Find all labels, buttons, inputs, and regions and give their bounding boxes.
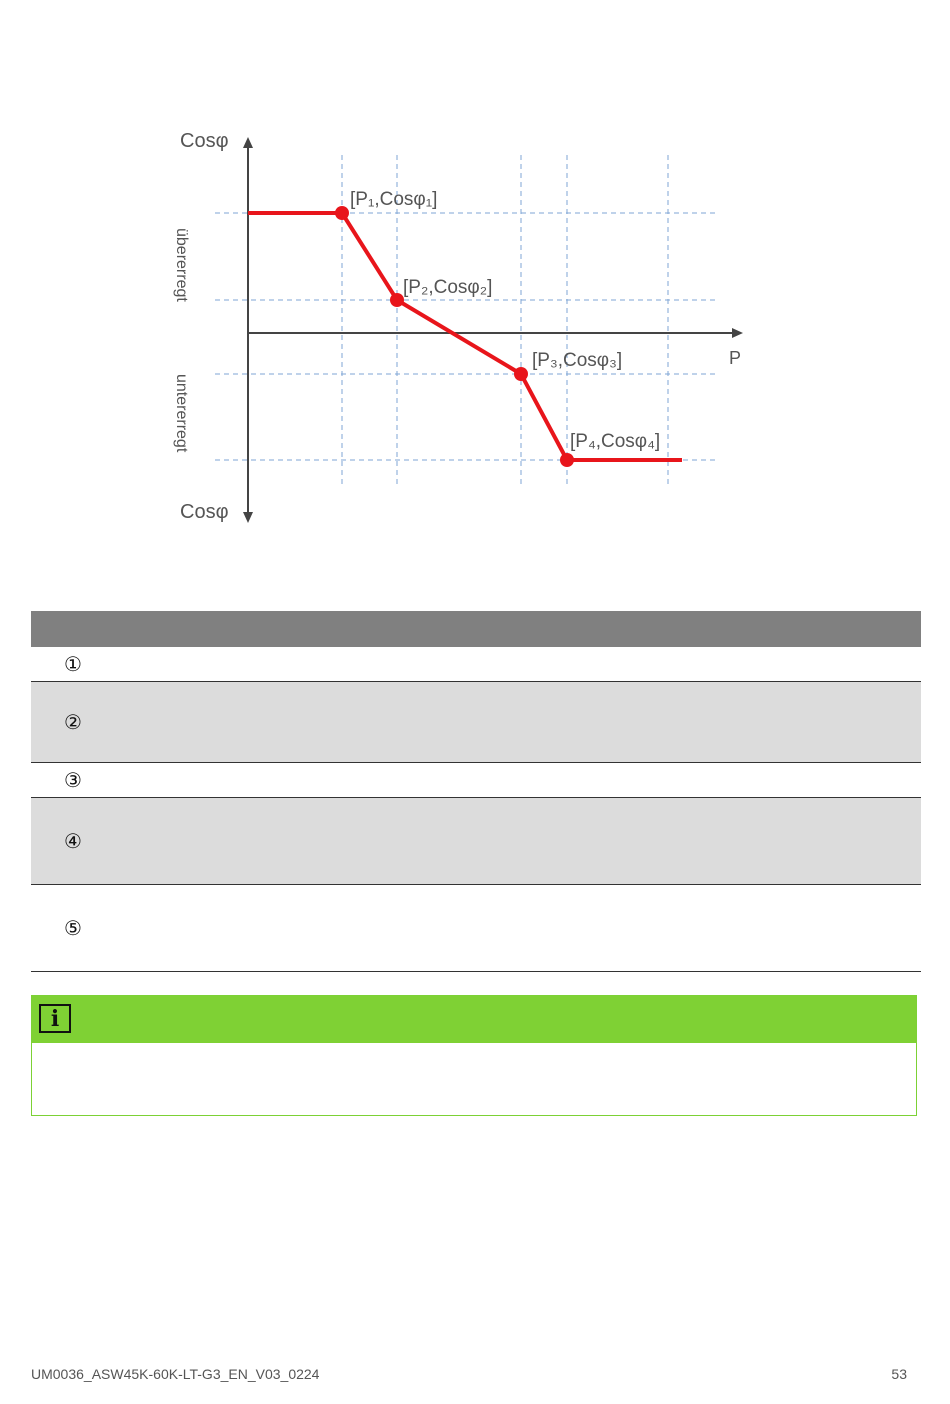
row-number: ① [64,652,82,676]
curve-point-1 [335,206,349,220]
y-axis-bottom-label: Cosφ [180,501,229,523]
row-number: ③ [64,768,82,792]
table-row [31,885,921,972]
table-row [31,647,921,682]
table-cell [115,798,315,884]
footer-doc-id: UM0036_ASW45K-60K-LT-G3_EN_V03_0224 [31,1366,320,1382]
row-number: ⑤ [64,916,82,940]
info-note [31,995,917,1116]
table-row [31,682,921,763]
lower-region-label: untererregt [173,374,190,453]
table-cell [115,763,315,797]
table-row [31,798,921,885]
point-label-2: [P₂,Cosφ₂] [403,277,493,298]
y-axis-top-label: Cosφ [180,130,229,152]
cosphi-chart [150,110,770,550]
table-cell [315,682,921,762]
info-icon: i [39,1004,71,1033]
table-cell [115,885,315,971]
curve-point-4 [560,453,574,467]
curve-point-2 [390,293,404,307]
x-axis-arrow [732,328,743,338]
table-cell [115,682,315,762]
point-label-1: [P₁,Cosφ₁] [350,189,438,210]
y-axis-arrow-up [243,137,253,148]
upper-region-label: übererregt [173,228,190,302]
row-number: ④ [64,829,82,853]
parameter-table [31,611,921,972]
row-number: ② [64,710,82,734]
table-cell [315,885,921,971]
curve-point-3 [514,367,528,381]
point-label-3: [P₃,Cosφ₃] [532,350,623,371]
note-header [32,996,916,1043]
table-cell [115,647,315,681]
table-cell [315,763,921,797]
table-cell [315,647,921,681]
table-header [31,611,921,647]
x-axis-label: P [729,348,742,368]
table-cell [315,798,921,884]
page-number: 53 [891,1366,907,1382]
y-axis-arrow-down [243,512,253,523]
cosphi-curve [248,213,682,460]
table-row [31,763,921,798]
point-label-4: [P₄,Cosφ₄] [570,431,661,452]
